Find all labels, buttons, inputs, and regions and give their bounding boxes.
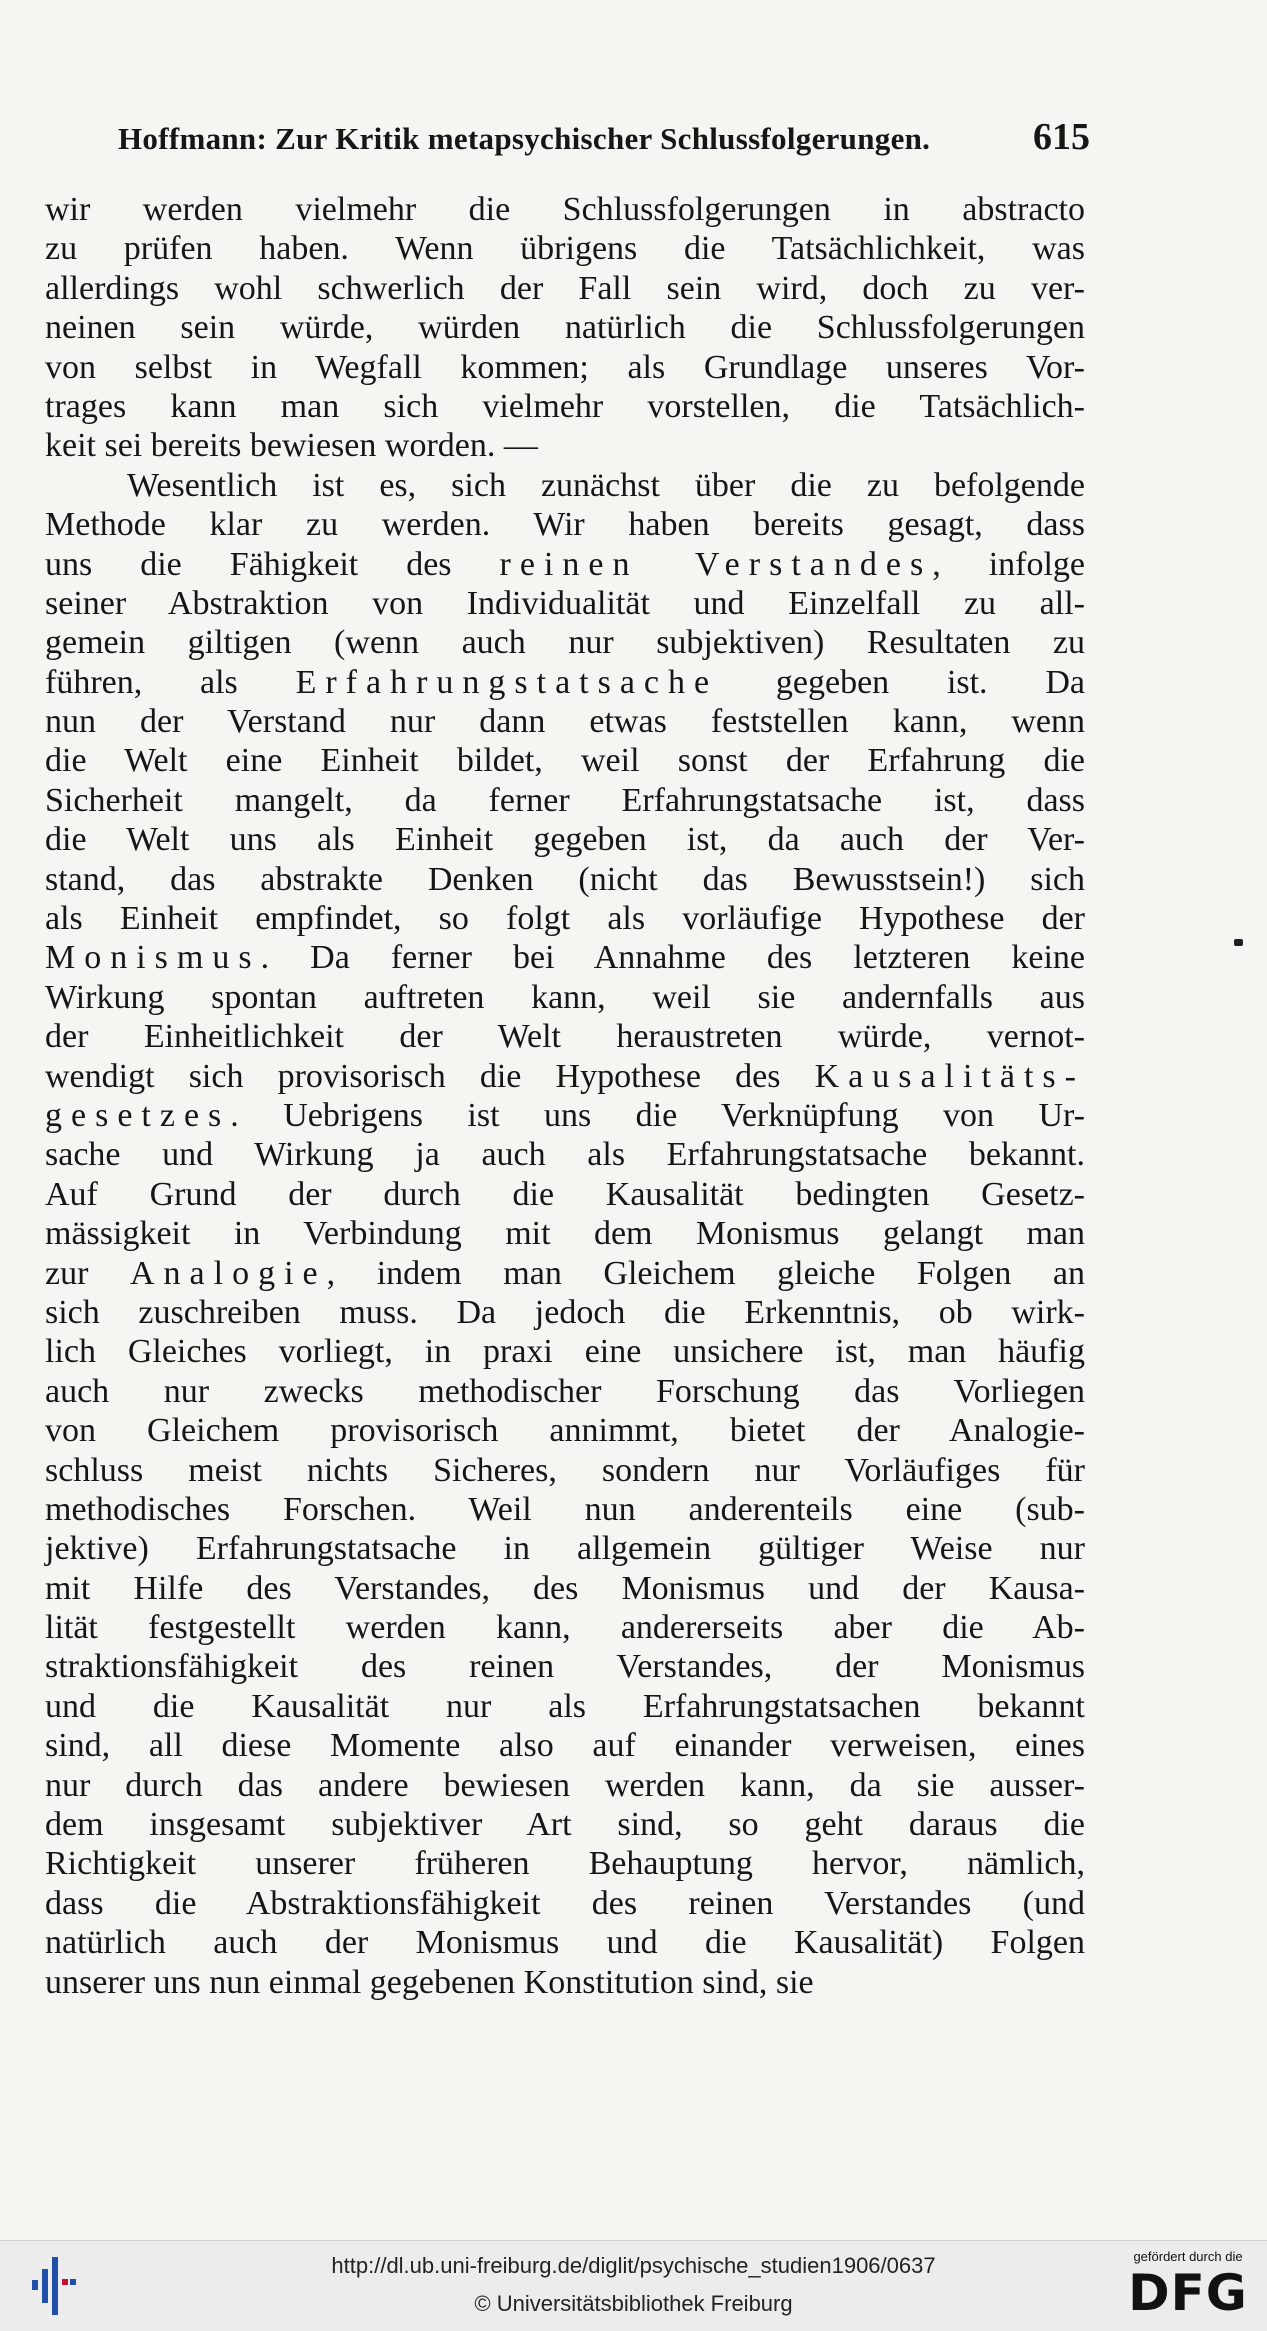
text-run: . Da ferner bei Annahme des letzteren keine xyxy=(260,939,1085,977)
text-run: Wesentlich ist es, sich zunächst über die zu befolgende xyxy=(127,466,1085,504)
text-run: trages kann man sich vielmehr vorstellen, die Tatsächlich- xyxy=(45,387,1085,425)
text-line xyxy=(45,426,1085,465)
text-line xyxy=(45,1884,1085,1923)
text-line xyxy=(45,623,1085,662)
running-title: Hoffmann: Zur Kritik metapsychischer Schlussfolgerungen. xyxy=(118,121,931,156)
text-run: wir werden vielmehr die Schlussfolgerungen in abstracto xyxy=(45,191,1085,228)
text-line xyxy=(45,1057,1085,1096)
spaced-emphasis: Analogie xyxy=(130,1254,327,1292)
text-line xyxy=(45,1096,1085,1135)
text-run: Sicherheit mangelt, da ferner Erfahrungstatsache ist, dass xyxy=(45,781,1085,819)
text-run: von Gleichem provisorisch annimmt, bietet der Analogie- xyxy=(45,1412,1085,1450)
text-run: nun der Verstand nur dann etwas feststellen kann, wenn xyxy=(45,703,1085,741)
text-line xyxy=(45,1529,1085,1568)
text-run: uns die Fähigkeit des xyxy=(45,545,500,583)
text-run: sind, all diese Momente also auf einander verweisen, eines xyxy=(45,1727,1085,1765)
text-line xyxy=(45,348,1085,387)
text-line xyxy=(45,1687,1085,1726)
text-line xyxy=(45,1647,1085,1686)
text-run: als Einheit empfindet, so folgt als vorläufige Hypothese der xyxy=(45,900,1085,938)
text-run: die Welt uns als Einheit gegeben ist, da auch der Ver- xyxy=(45,821,1085,859)
text-line xyxy=(45,1963,1085,2002)
text-run: wendigt sich provisorisch die Hypothese des xyxy=(45,1057,815,1095)
text-line xyxy=(45,702,1085,741)
text-line xyxy=(45,1254,1085,1293)
text-run: unserer uns nun einmal gegebenen Konstitution sind, sie xyxy=(45,1963,814,2001)
viewer-footer xyxy=(0,2240,1267,2331)
text-line xyxy=(45,1017,1085,1056)
text-run: dem insgesamt subjektiver Art sind, so geht daraus die xyxy=(45,1806,1085,1844)
text-run: von selbst in Wegfall kommen; als Grundlage unseres Vor- xyxy=(45,348,1085,386)
spaced-emphasis: Monismus xyxy=(45,939,261,977)
text-line xyxy=(45,899,1085,938)
text-line xyxy=(45,1293,1085,1332)
dfg-tagline: gefördert durch die xyxy=(1133,2249,1243,2264)
text-run: , indem man Gleichem gleiche Folgen an xyxy=(326,1254,1085,1292)
text-run: gemein giltigen (wenn auch nur subjektiven) Resultaten zu xyxy=(45,624,1085,662)
text-line xyxy=(45,466,1085,505)
text-line xyxy=(45,308,1085,347)
text-line xyxy=(45,584,1085,623)
text-line xyxy=(45,978,1085,1017)
source-url[interactable]: http://dl.ub.uni-freiburg.de/diglit/psychische_studien1906/0637 xyxy=(331,2253,936,2278)
page-number: 615 xyxy=(1033,116,1090,158)
margin-mark xyxy=(1234,939,1243,946)
text-run: der Einheitlichkeit der Welt heraustreten würde, vernot- xyxy=(45,1018,1085,1056)
spaced-emphasis: gesetzes xyxy=(45,1096,231,1134)
text-run: Wirkung spontan auftreten kann, weil sie andernfalls aus xyxy=(45,978,1085,1016)
text-line xyxy=(45,190,1085,229)
text-line xyxy=(45,269,1085,308)
text-run: dass die Abstraktionsfähigkeit des reinen Verstandes (und xyxy=(45,1884,1085,1922)
text-line xyxy=(45,505,1085,544)
text-line xyxy=(45,741,1085,780)
text-line xyxy=(45,1175,1085,1214)
text-line xyxy=(45,781,1085,820)
text-line xyxy=(45,1569,1085,1608)
dfg-wordmark: DFG xyxy=(1128,2264,1248,2322)
text-run: lität festgestellt werden kann, andererseits aber die Ab- xyxy=(45,1609,1085,1647)
text-run: . Uebrigens ist uns die Verknüpfung von Ur- xyxy=(230,1096,1085,1134)
spaced-emphasis: Erfahrungstatsache xyxy=(295,663,719,701)
text-run: und die Kausalität nur als Erfahrungstatsachen bekannt xyxy=(45,1687,1085,1725)
text-line xyxy=(45,1372,1085,1411)
text-run: seiner Abstraktion von Individualität und Einzelfall zu all- xyxy=(45,584,1085,622)
text-line xyxy=(45,1726,1085,1765)
spaced-emphasis: reinen Verstandes xyxy=(499,545,933,583)
text-line xyxy=(45,1923,1085,1962)
text-line xyxy=(45,1332,1085,1371)
text-run: schluss meist nichts Sicheres, sondern nur Vorläufiges für xyxy=(45,1451,1085,1489)
text-run: führen, als xyxy=(45,663,296,701)
text-line xyxy=(45,1844,1085,1883)
copyright-notice: © Universitätsbibliothek Freiburg xyxy=(474,2291,793,2316)
text-run: jektive) Erfahrungstatsache in allgemein gültiger Weise nur xyxy=(45,1530,1085,1568)
text-line xyxy=(45,1214,1085,1253)
text-run: gegeben ist. Da xyxy=(718,663,1085,701)
text-line xyxy=(45,820,1085,859)
text-run: mässigkeit in Verbindung mit dem Monismus gelangt man xyxy=(45,1215,1085,1253)
text-run: straktionsfähigkeit des reinen Verstandes, der Monismus xyxy=(45,1648,1085,1686)
text-line xyxy=(45,1451,1085,1490)
spaced-emphasis: Kausalitäts- xyxy=(814,1057,1085,1095)
text-run: zur xyxy=(45,1254,130,1292)
text-run: mit Hilfe des Verstandes, des Monismus und der Kausa- xyxy=(45,1569,1085,1607)
text-run: allerdings wohl schwerlich der Fall sein wird, doch zu ver- xyxy=(45,269,1085,307)
text-run: auch nur zwecks methodischer Forschung das Vorliegen xyxy=(45,1372,1085,1410)
text-run: stand, das abstrakte Denken (nicht das Bewusstsein!) sich xyxy=(45,860,1085,898)
text-run: , infolge xyxy=(932,545,1085,583)
text-line xyxy=(45,938,1085,977)
text-run: nur durch das andere bewiesen werden kann, da sie ausser- xyxy=(45,1766,1085,1804)
text-run: die Welt eine Einheit bildet, weil sonst der Erfahrung die xyxy=(45,742,1085,780)
text-line xyxy=(45,1608,1085,1647)
text-line xyxy=(45,1411,1085,1450)
text-run: neinen sein würde, würden natürlich die Schlussfolgerungen xyxy=(45,309,1085,347)
dfg-logo xyxy=(1118,2249,1258,2325)
body-text xyxy=(45,190,1085,2002)
text-run: sich zuschreiben muss. Da jedoch die Erkenntnis, ob wirk- xyxy=(45,1293,1085,1331)
text-line xyxy=(45,1766,1085,1805)
text-run: Methode klar zu werden. Wir haben bereits gesagt, dass xyxy=(45,506,1085,544)
text-line xyxy=(45,860,1085,899)
text-run: keit sei bereits bewiesen worden. — xyxy=(45,427,538,465)
text-run: Richtigkeit unserer früheren Behauptung hervor, nämlich, xyxy=(45,1845,1085,1883)
text-line xyxy=(45,545,1085,584)
text-line xyxy=(45,387,1085,426)
text-run: sache und Wirkung ja auch als Erfahrungstatsache bekannt. xyxy=(45,1136,1085,1174)
text-line xyxy=(45,1135,1085,1174)
text-run: Auf Grund der durch die Kausalität bedingten Gesetz- xyxy=(45,1175,1085,1213)
text-line xyxy=(45,663,1085,702)
running-head xyxy=(118,115,1090,165)
text-run: lich Gleiches vorliegt, in praxi eine unsichere ist, man häufig xyxy=(45,1333,1085,1371)
text-line xyxy=(45,229,1085,268)
text-run: zu prüfen haben. Wenn übrigens die Tatsächlichkeit, was xyxy=(45,230,1085,268)
text-line xyxy=(45,1490,1085,1529)
text-run: methodisches Forschen. Weil nun anderenteils eine (sub- xyxy=(45,1490,1085,1528)
text-line xyxy=(45,1805,1085,1844)
text-run: natürlich auch der Monismus und die Kausalität) Folgen xyxy=(45,1924,1085,1962)
